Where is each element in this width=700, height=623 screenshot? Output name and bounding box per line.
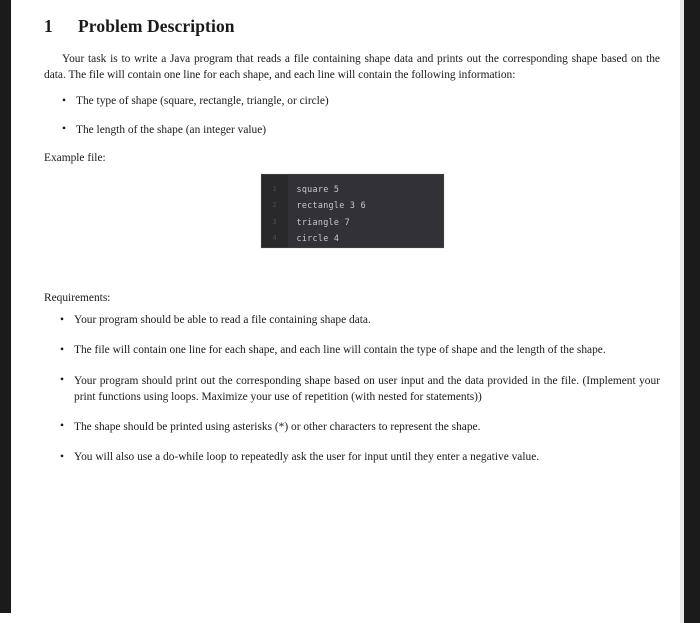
code-line: circle 4 [296, 233, 340, 244]
list-item: • The length of the shape (an integer value) [44, 122, 660, 138]
code-line: rectangle 3 6 [296, 200, 366, 211]
code-line: triangle 7 [296, 216, 350, 227]
requirements-block [44, 290, 660, 465]
scan-edge-band-right [684, 0, 700, 623]
requirements-list [44, 312, 660, 465]
section-title: Problem Description [78, 16, 235, 36]
list-item: • Your program should print out the corresponding shape based on user input and the data provided in the file. (Implement your print functions using loops. Maximize your use of repetition (with nested for statements)) [44, 373, 660, 405]
section-number: 1 [44, 16, 53, 36]
code-line-number: 1 [272, 183, 277, 193]
intro-paragraph: Your task is to write a Java program that reads a file containing shape data and prints out the corresponding shape based on the data. The file will contain one line for each shape, and each line will contain the following information: [44, 53, 660, 82]
list-item: • The shape should be printed using asterisks (*) or other characters to represent the shape. [44, 419, 660, 435]
list-item: • You will also use a do-while loop to repeatedly ask the user for input until they enter a negative value. [44, 449, 660, 465]
example-file-label: Example file: [44, 151, 106, 164]
list-item: • The file will contain one line for each shape, and each line will contain the type of shape and the length of the shape. [44, 342, 660, 358]
list-item: • The type of shape (square, rectangle, triangle, or circle) [44, 93, 660, 109]
code-line-number: 2 [272, 200, 277, 210]
requirements-label: Requirements: [44, 291, 111, 304]
example-file-figure [44, 174, 660, 248]
info-bullet-list [44, 93, 660, 137]
scan-edge-band-left [0, 0, 11, 613]
code-content [288, 175, 443, 247]
list-item: • Your program should be able to read a file containing shape data. [44, 312, 660, 328]
code-screenshot [261, 174, 444, 248]
code-line-number: 4 [272, 233, 277, 243]
document-page [11, 0, 680, 623]
code-line: square 5 [296, 183, 340, 194]
code-line-number-gutter [262, 175, 288, 247]
document-content [44, 16, 660, 479]
section-heading [44, 16, 660, 37]
code-line-number: 3 [272, 216, 277, 226]
